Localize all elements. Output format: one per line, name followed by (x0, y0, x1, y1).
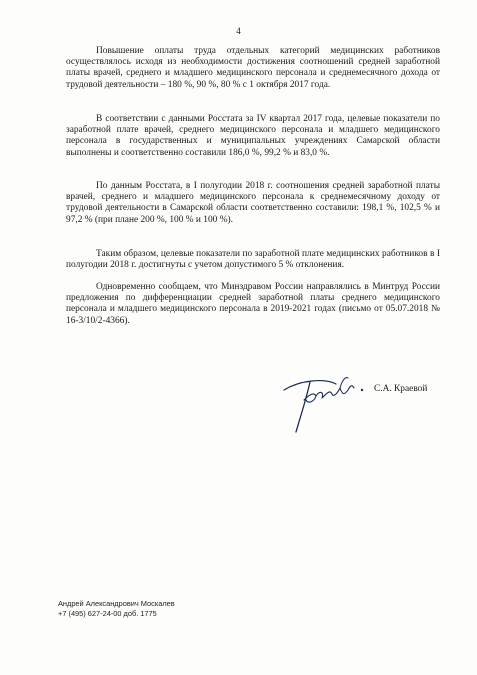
paragraph-4: Таким образом, целевые показатели по заработной плате медицинских работников в I полугодии 2018 г. достигнуты с учетом допустимого 5 % отклонения. (66, 249, 440, 271)
executor-phone: +7 (495) 627-24-00 доб. 1775 (58, 608, 157, 618)
signer-name: С.А. Краевой (374, 384, 428, 394)
paragraph-1: Повышение оплаты труда отдельных категорий медицинских работников осуществлялось исходя из необходимости достижения соотношений средней заработной платы врачей, среднего и младшего медицинского персонала и среднемесячного дохода от трудовой деятельности – 180 %, 90 %, 80 % с 1 октября 2017 года. (66, 46, 440, 90)
paragraph-5: Одновременно сообщаем, что Минздравом России направлялись в Минтруд России предложения по дифференциации средней заработной платы среднего медицинского персонала и младшего медицинского персонала в 2019-2021 годах (письмо от 05.07.2018 № 16-3/10/2-4366). (66, 282, 440, 326)
page-number: 4 (236, 26, 241, 36)
executor-name: Андрей Александрович Москалев (58, 599, 175, 608)
paragraph-2: В соответствии с данными Росстата за IV квартал 2017 года, целевые показатели по заработной плате врачей, среднего медицинского персонала и младшего медицинского персонала в государственных и муниципальных учреждениях Самарской области выполнены и соответственно составили 186,0 %, 99,2 % и 83,0 %. (66, 114, 440, 158)
executor-info (58, 599, 175, 618)
paragraph-3: По данным Росстата, в I полугодии 2018 г. соотношения средней заработной платы врачей, среднего и младшего медицинского персонала к среднемесячному доходу от трудовой деятельности в Самарской области соответственно составили: 198,1 %, 102,5 % и 97,2 % (при плане 200 %, 100 % и 100 %). (66, 181, 440, 225)
handwritten-signature (270, 370, 370, 440)
